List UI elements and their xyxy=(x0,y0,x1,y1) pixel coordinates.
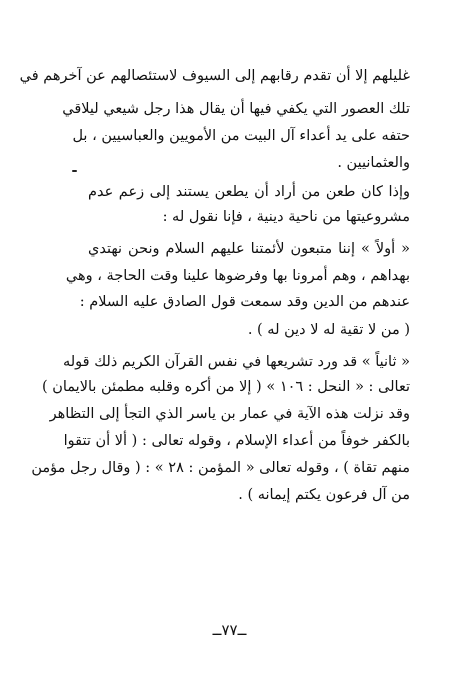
text-line: من آل فرعون يكتم إيمانه ) . xyxy=(238,487,410,503)
margin-mark xyxy=(72,170,77,172)
text-line: « ثانياً » قد ورد تشريعها في نفس القرآن الكريم ذلك قوله xyxy=(62,354,410,370)
text-line: مشروعيتها من ناحية دينية ، فإنا نقول له : xyxy=(162,209,410,225)
text-line: تلك العصور التي يكفي فيها أن يقال هذا رجل شيعي ليلاقي xyxy=(62,101,410,117)
text-line: حتفه على يد أعداء آل البيت من الأمويين والعباسيين ، بل xyxy=(72,128,410,144)
text-line: بهداهم ، وهم أمرونا بها وفرضوها علينا وقت الحاجة ، وهي xyxy=(65,268,410,284)
text-line: عندهم من الدين وقد سمعت قول الصادق عليه السلام : xyxy=(79,294,410,310)
text-line: ( من لا تقية له لا دين له ) . xyxy=(247,322,410,338)
text-line: بالكفر خوفاً من أعداء الإسلام ، وقوله تعالى : ( ألا أن تتقوا xyxy=(63,433,410,449)
text-line: والعثمانيين . xyxy=(337,155,410,171)
text-line: « أولاً » إننا متبعون لأئمتنا عليهم السلام ونحن نهتدي xyxy=(88,241,410,257)
page-number: ــ٧٧ــ xyxy=(212,621,247,639)
text-line: وقد نزلت هذه الآية في عمار بن ياسر الذي التجأ إلى التظاهر xyxy=(49,406,410,422)
text-line: وإذا كان طعن من أراد أن يطعن يستند إلى زعم عدم xyxy=(88,184,410,200)
text-line: غليلهم إلا أن تقدم رقابهم إلى السيوف لاستئصالهم عن آخرهم في xyxy=(19,68,410,84)
text-line: منهم تقاة ) ، وقوله تعالى « المؤمن : ٢٨ » : ( وقال رجل مؤمن xyxy=(31,460,410,476)
text-line: تعالى : « النحل : ١٠٦ » ( إلا من أكره وقلبه مطمئن بالايمان ) xyxy=(41,379,410,395)
